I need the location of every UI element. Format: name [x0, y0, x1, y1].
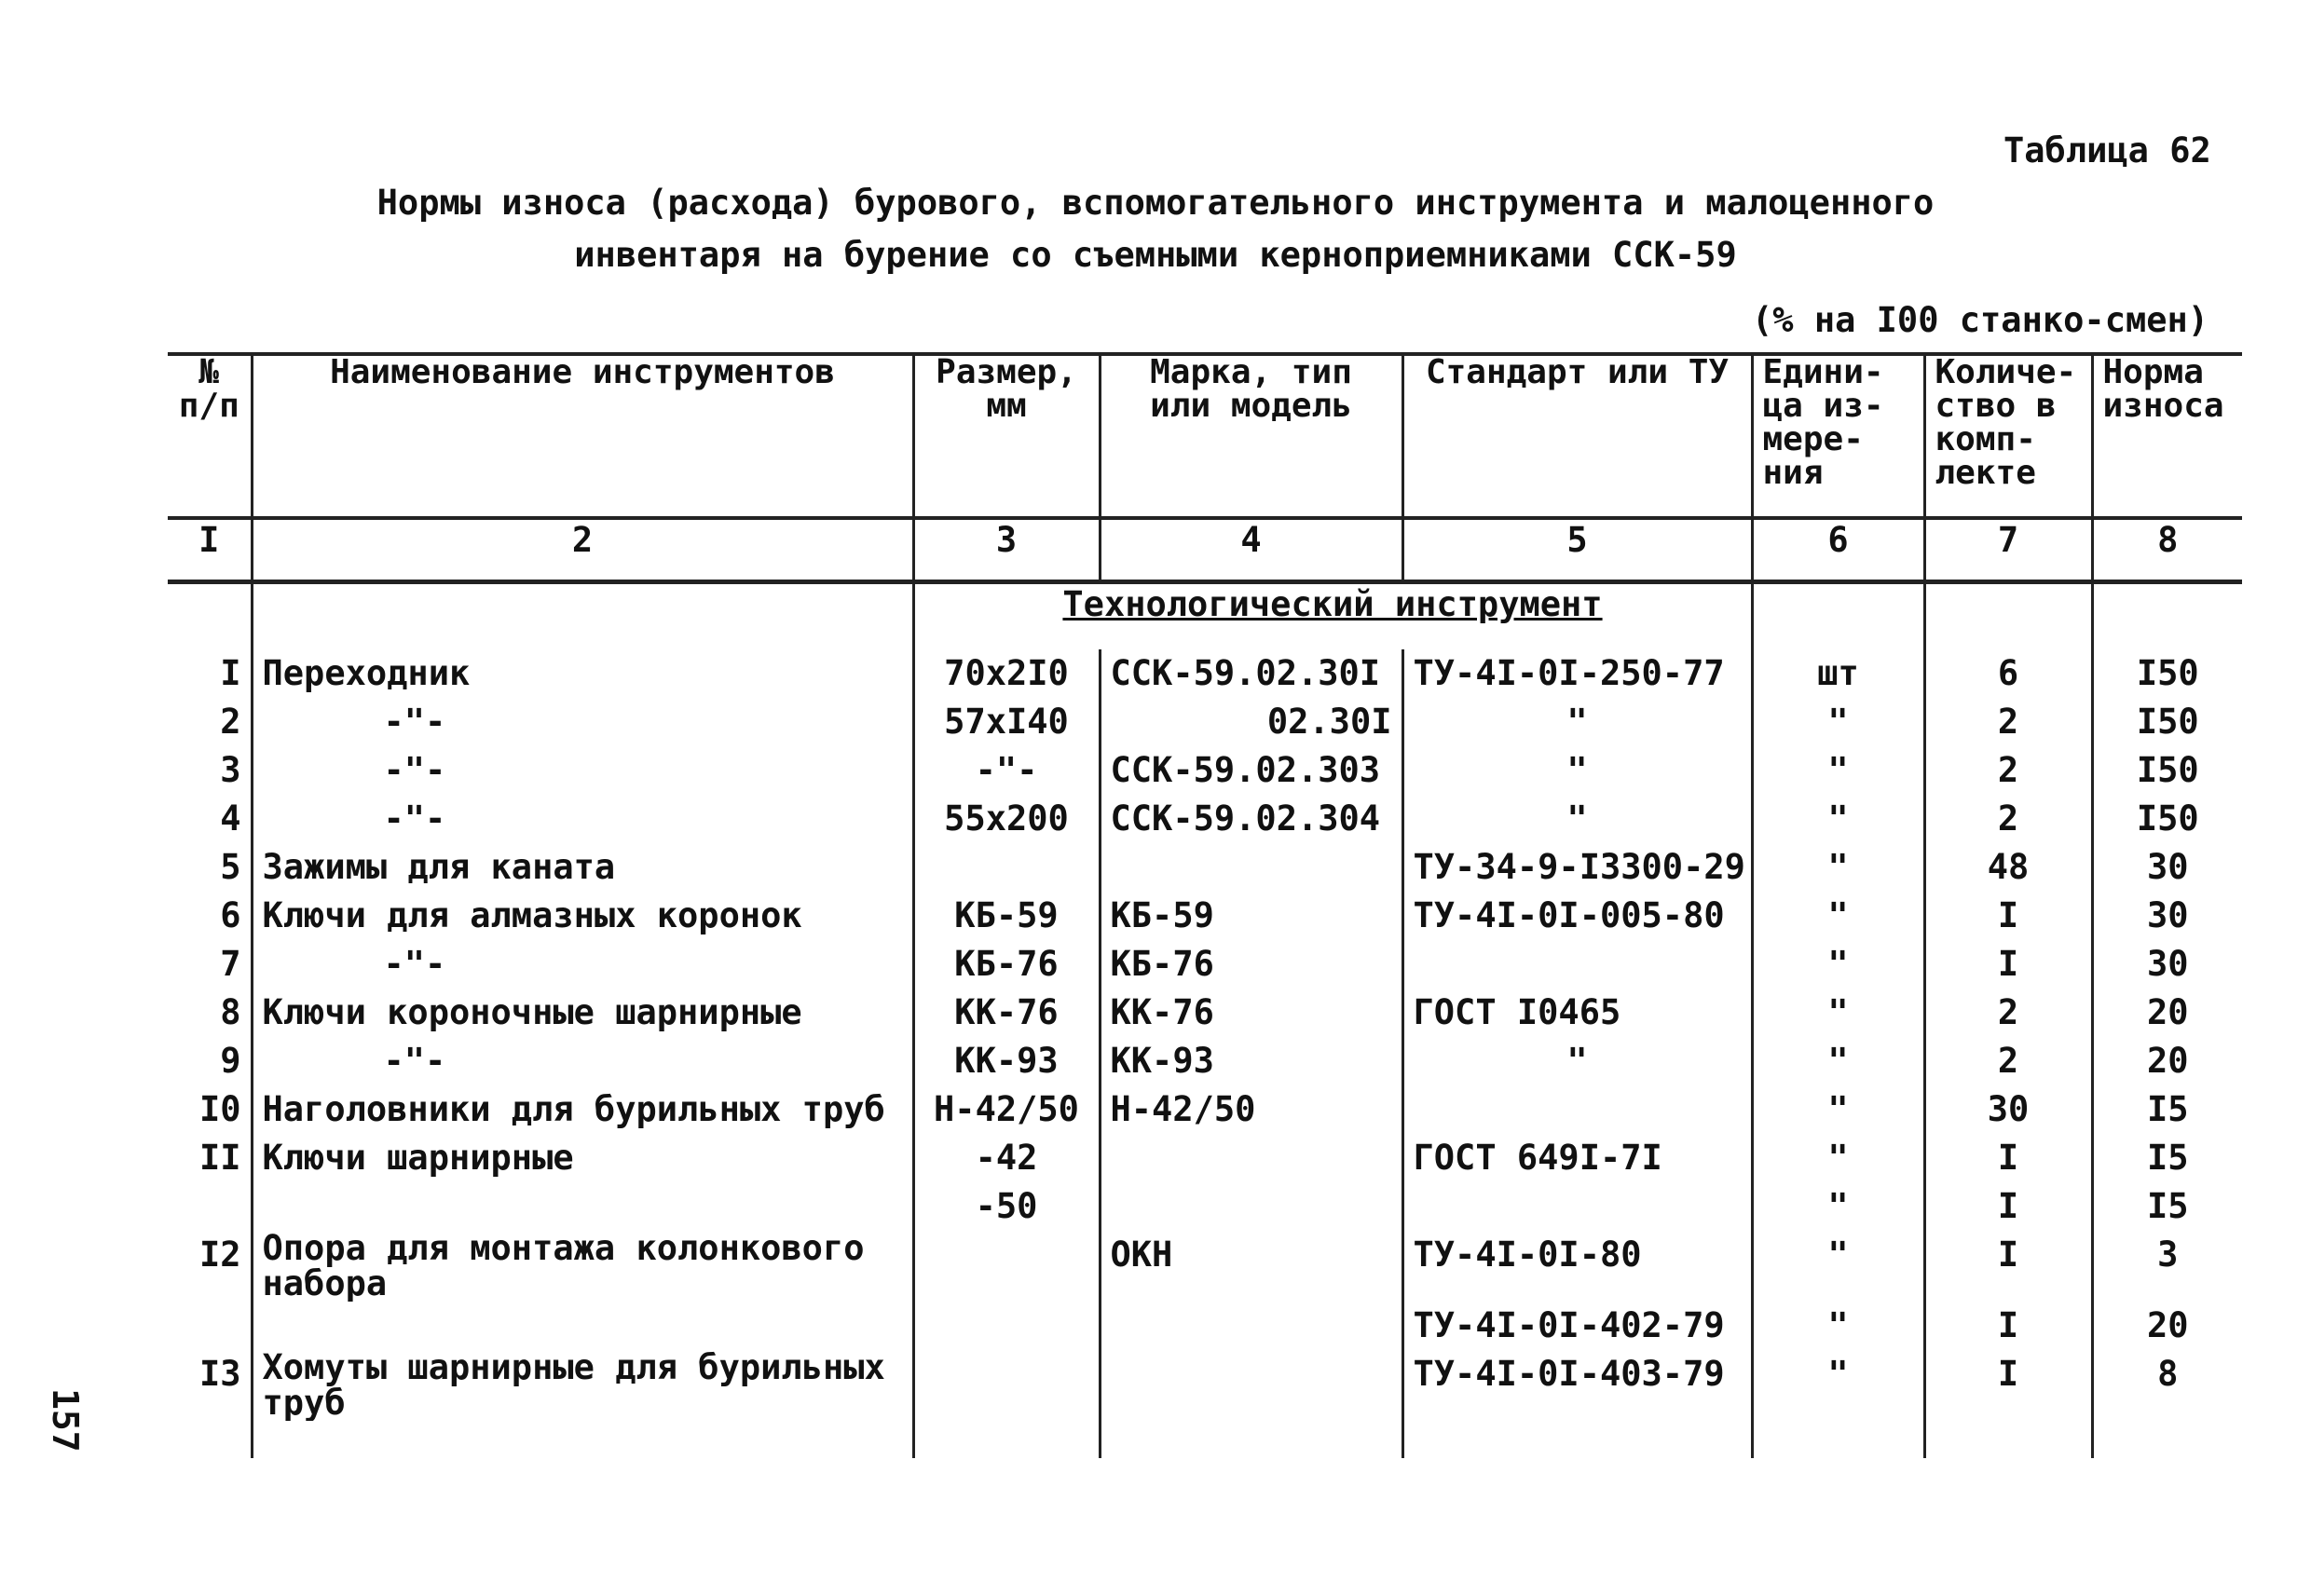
cell-brand: [1100, 1302, 1402, 1350]
cell-standard: ТУ-4I-0I-005-80: [1402, 892, 1752, 940]
cell-size: 57xI40: [913, 698, 1100, 746]
cell-num: I0: [168, 1085, 252, 1134]
table-row: [168, 698, 2242, 746]
cell-quantity: I: [1924, 1182, 2092, 1231]
cell-brand: [1100, 1350, 1402, 1421]
cell-num: 7: [168, 940, 252, 989]
column-header: Марка, тип или модель: [1100, 354, 1402, 518]
cell-quantity: I: [1924, 1302, 2092, 1350]
cell-unit: ": [1752, 698, 1924, 746]
cell-unit: ": [1752, 1037, 1924, 1085]
cell-quantity: I: [1924, 892, 2092, 940]
cell-standard: ГОСТ I0465: [1402, 989, 1752, 1037]
cell-brand: ССК-59.02.303: [1100, 746, 1402, 795]
section-row: [168, 582, 2242, 650]
cell-brand: 02.30I: [1100, 698, 1402, 746]
column-header: Размер, мм: [913, 354, 1100, 518]
cell-quantity: 30: [1924, 1085, 2092, 1134]
table-row: [168, 1302, 2242, 1350]
cell-unit: ": [1752, 1350, 1924, 1421]
cell-quantity: I: [1924, 1231, 2092, 1302]
cell-quantity: 2: [1924, 746, 2092, 795]
cell-size: [913, 1350, 1100, 1421]
cell-num: 3: [168, 746, 252, 795]
cell-unit: ": [1752, 843, 1924, 892]
cell-name: [252, 1302, 913, 1350]
column-header: Норма износа: [2092, 354, 2242, 518]
cell-num: 9: [168, 1037, 252, 1085]
table-row: [168, 795, 2242, 843]
table-title-line-2: инвентаря на бурение со съемными керноприемниками ССК-59: [574, 235, 1737, 275]
column-number: 3: [913, 518, 1100, 582]
cell-standard: ТУ-4I-0I-80: [1402, 1231, 1752, 1302]
cell-unit: шт: [1752, 649, 1924, 698]
table-row: [168, 1037, 2242, 1085]
cell-standard: ": [1402, 698, 1752, 746]
cell-quantity: 2: [1924, 1037, 2092, 1085]
cell-standard: ": [1402, 795, 1752, 843]
cell-quantity: 2: [1924, 698, 2092, 746]
cell-size: [913, 1302, 1100, 1350]
cell-size: [913, 1231, 1100, 1302]
table-row: [168, 1231, 2242, 1302]
table-row: [168, 1350, 2242, 1421]
cell-brand: ОКН: [1100, 1231, 1402, 1302]
cell-size: КБ-59: [913, 892, 1100, 940]
cell-brand: [1100, 1182, 1402, 1231]
cell-unit: ": [1752, 795, 1924, 843]
cell-name: Переходник: [252, 649, 913, 698]
column-number: 6: [1752, 518, 1924, 582]
cell-norm: 20: [2092, 1302, 2242, 1350]
cell-unit: ": [1752, 1302, 1924, 1350]
cell-quantity: 6: [1924, 649, 2092, 698]
cell-name: -"-: [252, 940, 913, 989]
table-row: [168, 1085, 2242, 1134]
cell-num: [168, 1182, 252, 1231]
cell-standard: ГОСТ 649I-7I: [1402, 1134, 1752, 1182]
cell-name: Наголовники для бурильных труб: [252, 1085, 913, 1134]
cell-standard: ТУ-4I-0I-402-79: [1402, 1302, 1752, 1350]
cell-standard: [1402, 1085, 1752, 1134]
cell-norm: I50: [2092, 746, 2242, 795]
column-number: 5: [1402, 518, 1752, 582]
column-number-row: [168, 518, 2242, 582]
table-row: [168, 989, 2242, 1037]
column-header: Едини-ца из-мере-ния: [1752, 354, 1924, 518]
table-row: [168, 746, 2242, 795]
cell-unit: ": [1752, 1231, 1924, 1302]
cell-name: -"-: [252, 795, 913, 843]
cell-unit: ": [1752, 989, 1924, 1037]
page-number: 157: [45, 1388, 86, 1453]
cell-num: I: [168, 649, 252, 698]
cell-standard: ": [1402, 1037, 1752, 1085]
section-title: Технологический инструмент: [913, 582, 1752, 650]
column-number: 4: [1100, 518, 1402, 582]
cell-unit: ": [1752, 1182, 1924, 1231]
cell-norm: 30: [2092, 892, 2242, 940]
cell-brand: КК-93: [1100, 1037, 1402, 1085]
header-row: [168, 354, 2242, 518]
cell-norm: I50: [2092, 649, 2242, 698]
cell-quantity: I: [1924, 1134, 2092, 1182]
cell-name: Ключи для алмазных коронок: [252, 892, 913, 940]
table-row: [168, 843, 2242, 892]
cell-standard: [1402, 1182, 1752, 1231]
table-row: [168, 1134, 2242, 1182]
table-row: [168, 649, 2242, 698]
cell-brand: ССК-59.02.30I: [1100, 649, 1402, 698]
cell-brand: [1100, 843, 1402, 892]
norms-table: [168, 352, 2242, 1458]
cell-brand: КБ-59: [1100, 892, 1402, 940]
cell-name: -"-: [252, 1037, 913, 1085]
cell-size: 70x2I0: [913, 649, 1100, 698]
cell-num: 8: [168, 989, 252, 1037]
cell-name: Опора для монтажа колонкового набора: [252, 1231, 913, 1302]
cell-unit: ": [1752, 1134, 1924, 1182]
cell-norm: 30: [2092, 940, 2242, 989]
cell-standard: ТУ-4I-0I-250-77: [1402, 649, 1752, 698]
cell-norm: I50: [2092, 795, 2242, 843]
cell-unit: ": [1752, 892, 1924, 940]
cell-name: [252, 1182, 913, 1231]
cell-unit: ": [1752, 1085, 1924, 1134]
cell-standard: ": [1402, 746, 1752, 795]
column-header: Количе-ство в комп-лекте: [1924, 354, 2092, 518]
cell-name: Ключи короночные шарнирные: [252, 989, 913, 1037]
cell-quantity: I: [1924, 940, 2092, 989]
cell-norm: 30: [2092, 843, 2242, 892]
cell-norm: I5: [2092, 1182, 2242, 1231]
cell-num: II: [168, 1134, 252, 1182]
column-header: № п/п: [168, 354, 252, 518]
cell-norm: I50: [2092, 698, 2242, 746]
cell-size: [913, 843, 1100, 892]
cell-name: Хомуты шарнирные для бурильных труб: [252, 1350, 913, 1421]
cell-quantity: 2: [1924, 795, 2092, 843]
cell-name: Ключи шарнирные: [252, 1134, 913, 1182]
cell-norm: 20: [2092, 1037, 2242, 1085]
cell-quantity: 2: [1924, 989, 2092, 1037]
column-number: I: [168, 518, 252, 582]
cell-brand: КБ-76: [1100, 940, 1402, 989]
cell-norm: 8: [2092, 1350, 2242, 1421]
cell-size: КБ-76: [913, 940, 1100, 989]
cell-num: 2: [168, 698, 252, 746]
table-row: [168, 1182, 2242, 1231]
cell-brand: ССК-59.02.304: [1100, 795, 1402, 843]
cell-norm: I5: [2092, 1134, 2242, 1182]
column-number: 7: [1924, 518, 2092, 582]
cell-norm: I5: [2092, 1085, 2242, 1134]
cell-standard: ТУ-4I-0I-403-79: [1402, 1350, 1752, 1421]
cell-norm: 20: [2092, 989, 2242, 1037]
cell-num: I3: [168, 1350, 252, 1421]
cell-standard: ТУ-34-9-I3300-29: [1402, 843, 1752, 892]
table-label: Таблица 62: [2003, 130, 2211, 171]
cell-size: -42: [913, 1134, 1100, 1182]
cell-name: Зажимы для каната: [252, 843, 913, 892]
cell-size: -"-: [913, 746, 1100, 795]
cell-brand: Н-42/50: [1100, 1085, 1402, 1134]
table-row: [168, 940, 2242, 989]
cell-name: -"-: [252, 746, 913, 795]
cell-unit: ": [1752, 746, 1924, 795]
units-note: (% на I00 станко-смен): [1752, 300, 2209, 340]
cell-unit: ": [1752, 940, 1924, 989]
cell-norm: 3: [2092, 1231, 2242, 1302]
table-bottom-padding: [168, 1421, 2242, 1458]
cell-num: 6: [168, 892, 252, 940]
cell-size: -50: [913, 1182, 1100, 1231]
table-title-line-1: Нормы износа (расхода) бурового, вспомогательного инструмента и малоценного: [376, 183, 1935, 223]
cell-brand: КК-76: [1100, 989, 1402, 1037]
cell-num: 5: [168, 843, 252, 892]
cell-name: -"-: [252, 698, 913, 746]
cell-brand: [1100, 1134, 1402, 1182]
cell-size: КК-76: [913, 989, 1100, 1037]
cell-size: Н-42/50: [913, 1085, 1100, 1134]
column-number: 8: [2092, 518, 2242, 582]
cell-quantity: 48: [1924, 843, 2092, 892]
cell-size: КК-93: [913, 1037, 1100, 1085]
cell-size: 55x200: [913, 795, 1100, 843]
cell-standard: [1402, 940, 1752, 989]
cell-quantity: I: [1924, 1350, 2092, 1421]
cell-num: [168, 1302, 252, 1350]
column-header: Наименование инструментов: [252, 354, 913, 518]
cell-num: I2: [168, 1231, 252, 1302]
cell-num: 4: [168, 795, 252, 843]
table-row: [168, 892, 2242, 940]
column-header: Стандарт или ТУ: [1402, 354, 1752, 518]
column-number: 2: [252, 518, 913, 582]
